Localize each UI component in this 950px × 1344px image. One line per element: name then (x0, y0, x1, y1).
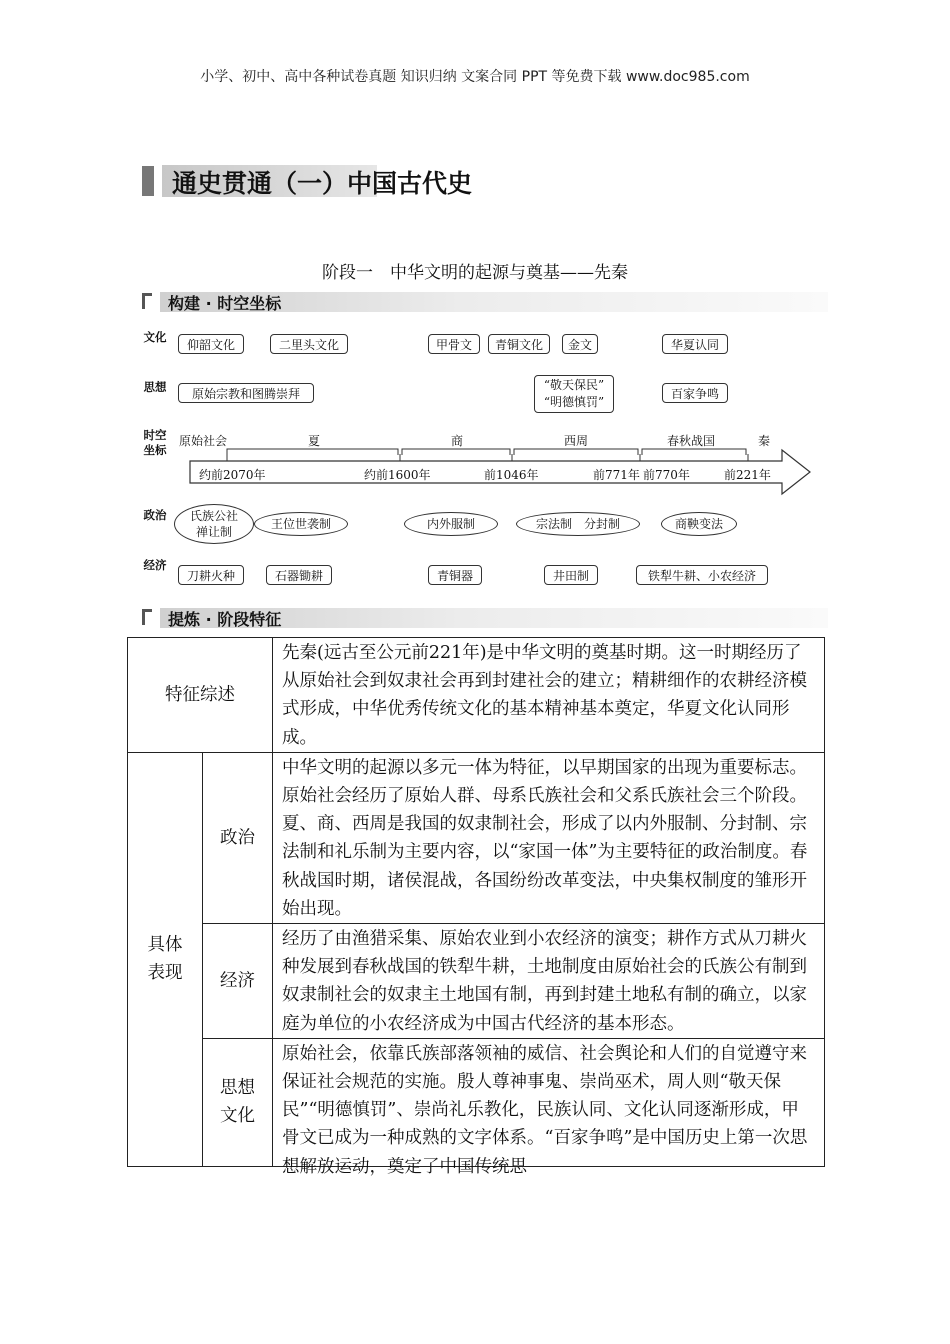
group-label (128, 752, 203, 1166)
section-title: 提炼 · 阶段特征 (168, 610, 282, 629)
era-label: 春秋战国 (667, 434, 716, 448)
timeline-date: 前770年 (643, 468, 690, 482)
timeline-date: 约前1600年 (364, 468, 431, 482)
summary-label: 特征综述 (128, 638, 273, 753)
row-label: 思想文化 (220, 1078, 255, 1127)
row-label-culture: 文化 (143, 330, 167, 344)
thought-box: 百家争鸣 (662, 383, 728, 403)
stage-subtitle: 阶段一 中华文明的起源与奠基——先秦 (322, 263, 628, 283)
row-text: 中华文明的起源以多元一体为特征，以早期国家的出现为重要标志。原始社会经历了原始人群、母系氏族社会和父系氏族社会三个阶段。夏、商、西周是我国的奴隶制社会，形成了以内外服制、分封制、宗法制和礼乐制为主要内容，以“家国一体”为主要特征的政治制度。春秋战国时期，诸侯混战，各国纷纷改革变法，中央集权制度的雏形开始出现。 (273, 752, 825, 923)
row-label-time: 时空坐标 (143, 428, 167, 457)
table-row (128, 638, 825, 753)
row-label: 经济 (203, 924, 273, 1039)
economy-box: 石器锄耕 (266, 565, 332, 585)
chapter-title (142, 160, 522, 200)
economy-box: 井田制 (544, 565, 598, 585)
politics-oval: 宗法制 分封制 (516, 512, 640, 536)
row-text: 原始社会，依靠氏族部落领袖的威信、社会舆论和人们的自觉遵守来保证社会规范的实施。殷人尊神事鬼、崇尚巫术，周人则“敬天保民”“明德慎罚”、崇尚礼乐教化，民族认同、文化认同逐渐形成，甲骨文已成为一种成熟的文字体系。“百家争鸣”是中国历史上第一次思想解放运动，奠定了中国传统思 (282, 1043, 808, 1177)
thought-box-double (534, 375, 614, 413)
section-heading-features (142, 607, 828, 629)
thought-box: 原始宗教和图腾崇拜 (178, 383, 314, 403)
culture-box: 华夏认同 (662, 334, 728, 354)
feature-table (127, 637, 825, 1177)
timeline-date: 前1046年 (484, 468, 539, 482)
era-label: 西周 (564, 434, 589, 448)
row-text: 经历了由渔猎采集、原始农业到小农经济的演变；耕作方式从刀耕火种发展到春秋战国的铁犁牛耕，土地制度由原始社会的氏族公有制到奴隶制社会的奴隶主土地国有制，再到封建土地私有制的确立，以家庭为单位的小农经济成为中国古代经济的基本形态。 (273, 924, 825, 1039)
table-row (128, 1038, 825, 1166)
era-label: 商 (451, 434, 464, 448)
politics-oval: 商鞅变法 (661, 512, 737, 536)
timeline-date: 约前2070年 (199, 468, 266, 482)
timeline-diagram (142, 324, 822, 594)
politics-line: 氏族公社 (189, 509, 238, 523)
era-bracket-xia (227, 449, 398, 455)
politics-line: 禅让制 (195, 525, 232, 539)
timeline-date: 前221年 (724, 468, 771, 482)
economy-box: 铁犁牛耕、小农经济 (636, 565, 768, 585)
era-bracket-xizhou (514, 449, 638, 455)
era-bracket-shang (402, 449, 510, 455)
thought-line: “敬天保民” (543, 378, 605, 392)
row-label-thought: 思想 (143, 380, 167, 394)
era-label: 原始社会 (179, 434, 228, 448)
group-label-text: 具体表现 (147, 935, 183, 984)
politics-oval: 王位世袭制 (254, 512, 348, 536)
section-heading-timeline (142, 291, 828, 313)
section-title: 构建 · 时空坐标 (168, 294, 282, 313)
timeline-svg (142, 324, 822, 594)
row-text-cell (273, 1038, 825, 1177)
section-corner-icon (142, 293, 152, 309)
header-banner: 小学、初中、高中各种试卷真题 知识归纳 文案合同 PPT 等免费下载 www.doc985.com (200, 69, 750, 85)
row-label-wrap (203, 1038, 273, 1166)
row-label-politics: 政治 (143, 508, 167, 522)
culture-box: 仰韶文化 (178, 334, 244, 354)
section-corner-icon (142, 609, 152, 625)
title-suffix: 中国古代史 (347, 169, 473, 198)
era-bracket-chunqiu (642, 449, 746, 455)
title-main: 通史贯通（一） (172, 169, 348, 198)
timeline-date: 前771年 (593, 468, 640, 482)
economy-box: 青铜器 (428, 565, 482, 585)
thought-line: “明德慎罚” (543, 395, 605, 409)
era-label: 夏 (308, 434, 321, 448)
politics-oval-double (174, 504, 254, 544)
era-label: 秦 (758, 434, 771, 448)
title-marker (142, 166, 154, 196)
table-row (128, 924, 825, 1039)
culture-box: 甲骨文 (428, 334, 480, 354)
summary-text: 先秦(远古至公元前221年)是中华文明的奠基时期。这一时期经历了从原始社会到奴隶社会再到封建社会的建立；精耕细作的农耕经济模式形成，中华优秀传统文化的基本精神基本奠定，华夏文化认同形成。 (273, 638, 825, 753)
row-label: 政治 (203, 752, 273, 923)
culture-box: 金文 (562, 334, 598, 354)
culture-box: 二里头文化 (270, 334, 348, 354)
row-label-economy: 经济 (143, 558, 167, 572)
table-row (128, 752, 825, 923)
politics-oval: 内外服制 (404, 512, 498, 536)
culture-box: 青铜文化 (488, 334, 550, 354)
title-text (172, 164, 472, 200)
economy-box: 刀耕火种 (178, 565, 244, 585)
